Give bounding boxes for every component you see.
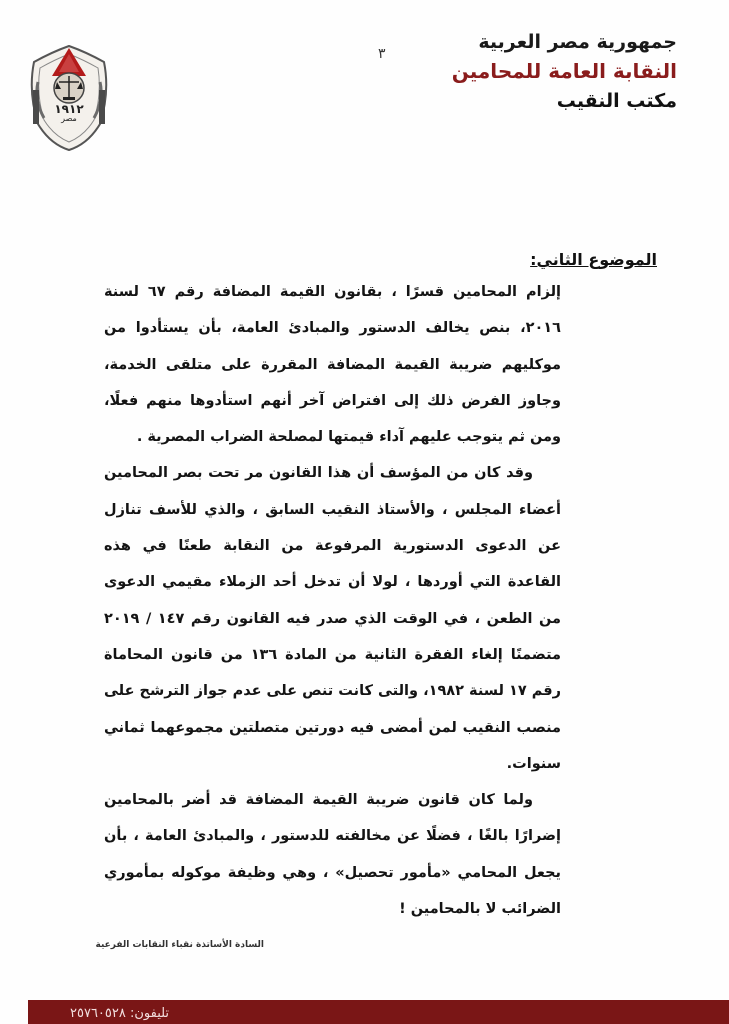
letterhead [417,28,677,116]
letter-body [104,274,561,927]
paragraph-2: وقد كان من المؤسف أن هذا القانون مر تحت بصر المحامين أعضاء المجلس ، والأستاذ النقيب السابق ، والذي للأسف تنازل عن الدعوى الدستورية المرفوعة من النقابة طعنًا في هذه القاعدة التي أوردها ، لولا أن تدخل أحد الزملاء مقيمي الدعوى من الطعن ، في الوقت الذي صدر فيه القانون رقم ١٤٧ / ٢٠١٩ متضمنًا إلغاء الفقرة الثانية من المادة ١٣٦ من قانون المحاماة رقم ١٧ لسنة ١٩٨٢، والتى كانت تنص على عدم جواز الترشح على منصب النقيب لمن أمضى فيه دورتين متصلتين مجموعهما ثماني سنوات. [104,465,562,772]
logo-city: مصر [61,114,77,123]
footer-phone: تليفون: ٢٥٧٦٠٥٢٨ [70,1006,170,1021]
subject-heading: الموضوع الثاني: [530,250,657,269]
scales-emblem-icon [24,32,114,154]
paragraph-3: ولما كان قانون ضريبة القيمة المضافة قد أضر بالمحامين إضرارًا بالغًا ، فضلًا عن مخالفته للدستور ، والمبادئ العامة ، بأن يجعل المحامي «مأمور تحصيل» ، وهي وظيفة موكوله بمأموري الضرائب لا بالمحامين ! [104,792,561,918]
logo-year: ١٩١٢ [54,102,84,116]
letterhead-organization: النقابة العامة للمحامين [451,59,677,83]
bar-association-logo [24,32,114,154]
paragraph-1: إلزام المحامين قسرًا ، بقانون القيمة المضافة رقم ٦٧ لسنة ٢٠١٦، بنص يخالف الدستور والمبادئ العامة، بأن يستأدوا من موكليهم ضريبة القيمة المضافة المقررة على متلقى الخدمة، وجاوز الفرض ذلك إلى افتراض آخر أنهم استأدوها منهم فعلًا، ومن ثم يتوجب عليهم آداء قيمتها لمصلحة الضراب المصرية . [104,284,561,446]
letterhead-country: جمهورية مصر العربية [478,31,677,53]
letterhead-office: مكتب النقيب [556,90,677,112]
page-number: ٣ [378,46,386,62]
recipients-note: السادة الأساتذة نقباء النقابات الفرعية [95,940,264,950]
